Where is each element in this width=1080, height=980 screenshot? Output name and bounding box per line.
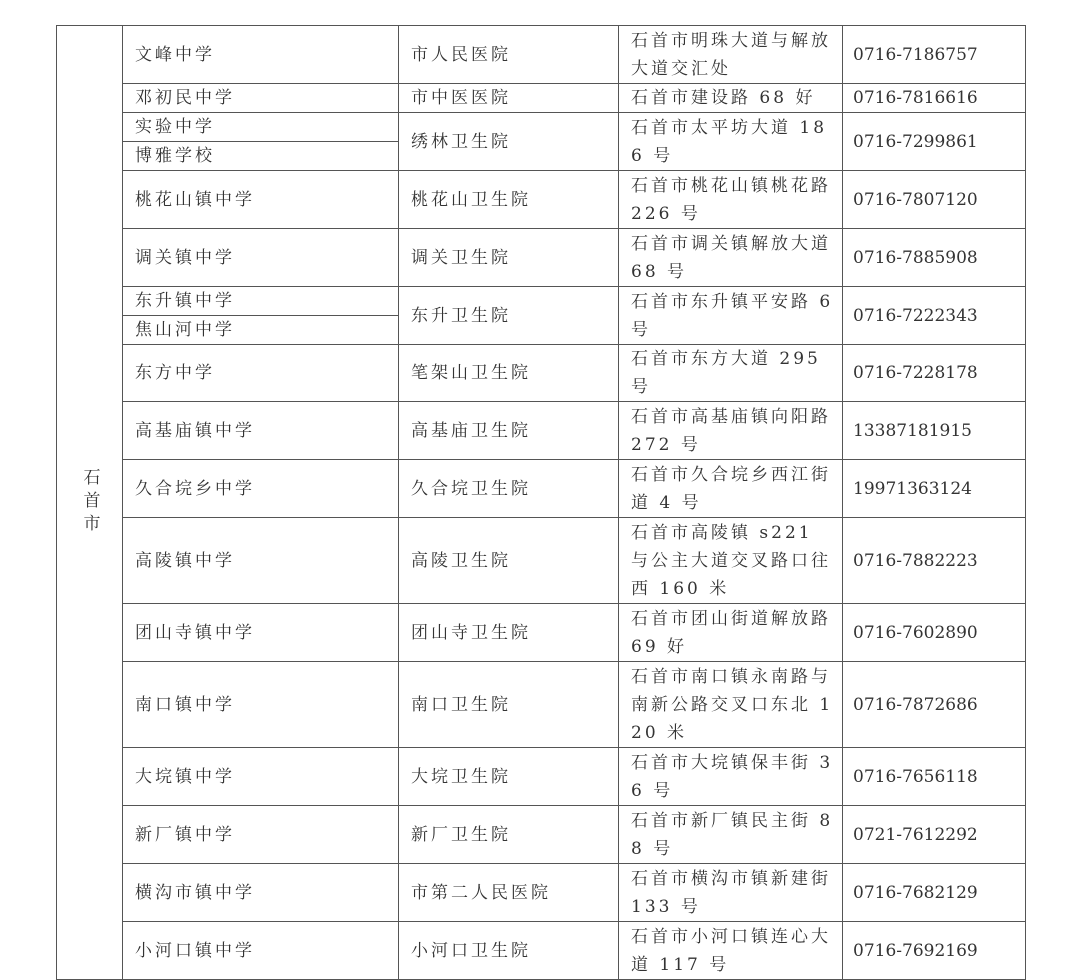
phone-cell: 0716-7816616 <box>843 84 1026 113</box>
table-row <box>57 287 1026 316</box>
address-cell: 石首市东方大道 295 号 <box>619 345 843 402</box>
table-row <box>57 113 1026 142</box>
hospital-cell: 市人民医院 <box>399 26 619 84</box>
address-cell: 石首市建设路 68 好 <box>619 84 843 113</box>
table-row <box>57 84 1026 113</box>
address-cell: 石首市高基庙镇向阳路 272 号 <box>619 402 843 460</box>
hospital-cell: 高陵卫生院 <box>399 518 619 604</box>
address-cell: 石首市大垸镇保丰街 36 号 <box>619 748 843 806</box>
address-cell: 石首市久合垸乡西江街道 4 号 <box>619 460 843 518</box>
school-cell: 桃花山镇中学 <box>123 171 399 229</box>
address-cell: 石首市东升镇平安路 6 号 <box>619 287 843 345</box>
school-cell: 焦山河中学 <box>123 316 399 345</box>
hospital-cell: 高基庙卫生院 <box>399 402 619 460</box>
school-cell: 南口镇中学 <box>123 662 399 748</box>
address-cell: 石首市调关镇解放大道 68 号 <box>619 229 843 287</box>
school-cell: 东方中学 <box>123 345 399 402</box>
hospital-cell: 东升卫生院 <box>399 287 619 345</box>
phone-cell: 0716-7885908 <box>843 229 1026 287</box>
phone-cell: 0716-7228178 <box>843 345 1026 402</box>
hospital-table <box>56 25 1026 980</box>
school-cell: 东升镇中学 <box>123 287 399 316</box>
table-row <box>57 748 1026 806</box>
table-row <box>57 662 1026 748</box>
address-cell: 石首市高陵镇 s221 与公主大道交叉路口往西 160 米 <box>619 518 843 604</box>
hospital-cell: 大垸卫生院 <box>399 748 619 806</box>
school-cell: 高基庙镇中学 <box>123 402 399 460</box>
city-cell: 石首市 <box>57 26 123 980</box>
phone-cell: 0716-7656118 <box>843 748 1026 806</box>
phone-cell: 0716-7682129 <box>843 864 1026 922</box>
hospital-cell: 桃花山卫生院 <box>399 171 619 229</box>
table-row <box>57 864 1026 922</box>
hospital-cell: 团山寺卫生院 <box>399 604 619 662</box>
table-row <box>57 806 1026 864</box>
hospital-cell: 市中医医院 <box>399 84 619 113</box>
hospital-cell: 调关卫生院 <box>399 229 619 287</box>
hospital-cell: 南口卫生院 <box>399 662 619 748</box>
hospital-cell: 绣林卫生院 <box>399 113 619 171</box>
school-cell: 博雅学校 <box>123 142 399 171</box>
school-cell: 调关镇中学 <box>123 229 399 287</box>
school-cell: 邓初民中学 <box>123 84 399 113</box>
hospital-cell: 新厂卫生院 <box>399 806 619 864</box>
school-cell: 实验中学 <box>123 113 399 142</box>
table-row <box>57 402 1026 460</box>
table-row <box>57 171 1026 229</box>
phone-cell: 0716-7186757 <box>843 26 1026 84</box>
school-cell: 大垸镇中学 <box>123 748 399 806</box>
phone-cell: 0716-7692169 <box>843 922 1026 980</box>
address-cell: 石首市团山街道解放路 69 好 <box>619 604 843 662</box>
table-row <box>57 922 1026 980</box>
school-cell: 横沟市镇中学 <box>123 864 399 922</box>
address-cell: 石首市南口镇永南路与南新公路交叉口东北 120 米 <box>619 662 843 748</box>
hospital-cell: 小河口卫生院 <box>399 922 619 980</box>
table-row <box>57 604 1026 662</box>
school-cell: 文峰中学 <box>123 26 399 84</box>
school-cell: 新厂镇中学 <box>123 806 399 864</box>
phone-cell: 0716-7222343 <box>843 287 1026 345</box>
table-row <box>57 518 1026 604</box>
table-row <box>57 229 1026 287</box>
phone-cell: 0716-7882223 <box>843 518 1026 604</box>
phone-cell: 19971363124 <box>843 460 1026 518</box>
address-cell: 石首市明珠大道与解放大道交汇处 <box>619 26 843 84</box>
school-cell: 小河口镇中学 <box>123 922 399 980</box>
phone-cell: 13387181915 <box>843 402 1026 460</box>
hospital-cell: 市第二人民医院 <box>399 864 619 922</box>
school-cell: 久合垸乡中学 <box>123 460 399 518</box>
hospital-cell: 笔架山卫生院 <box>399 345 619 402</box>
table-row <box>57 345 1026 402</box>
address-cell: 石首市太平坊大道 186 号 <box>619 113 843 171</box>
hospital-cell: 久合垸卫生院 <box>399 460 619 518</box>
phone-cell: 0721-7612292 <box>843 806 1026 864</box>
address-cell: 石首市新厂镇民主街 88 号 <box>619 806 843 864</box>
school-cell: 团山寺镇中学 <box>123 604 399 662</box>
table-row <box>57 460 1026 518</box>
address-cell: 石首市小河口镇连心大道 117 号 <box>619 922 843 980</box>
phone-cell: 0716-7299861 <box>843 113 1026 171</box>
phone-cell: 0716-7602890 <box>843 604 1026 662</box>
address-cell: 石首市桃花山镇桃花路 226 号 <box>619 171 843 229</box>
address-cell: 石首市横沟市镇新建街 133 号 <box>619 864 843 922</box>
phone-cell: 0716-7872686 <box>843 662 1026 748</box>
table-row <box>57 26 1026 84</box>
school-cell: 高陵镇中学 <box>123 518 399 604</box>
phone-cell: 0716-7807120 <box>843 171 1026 229</box>
